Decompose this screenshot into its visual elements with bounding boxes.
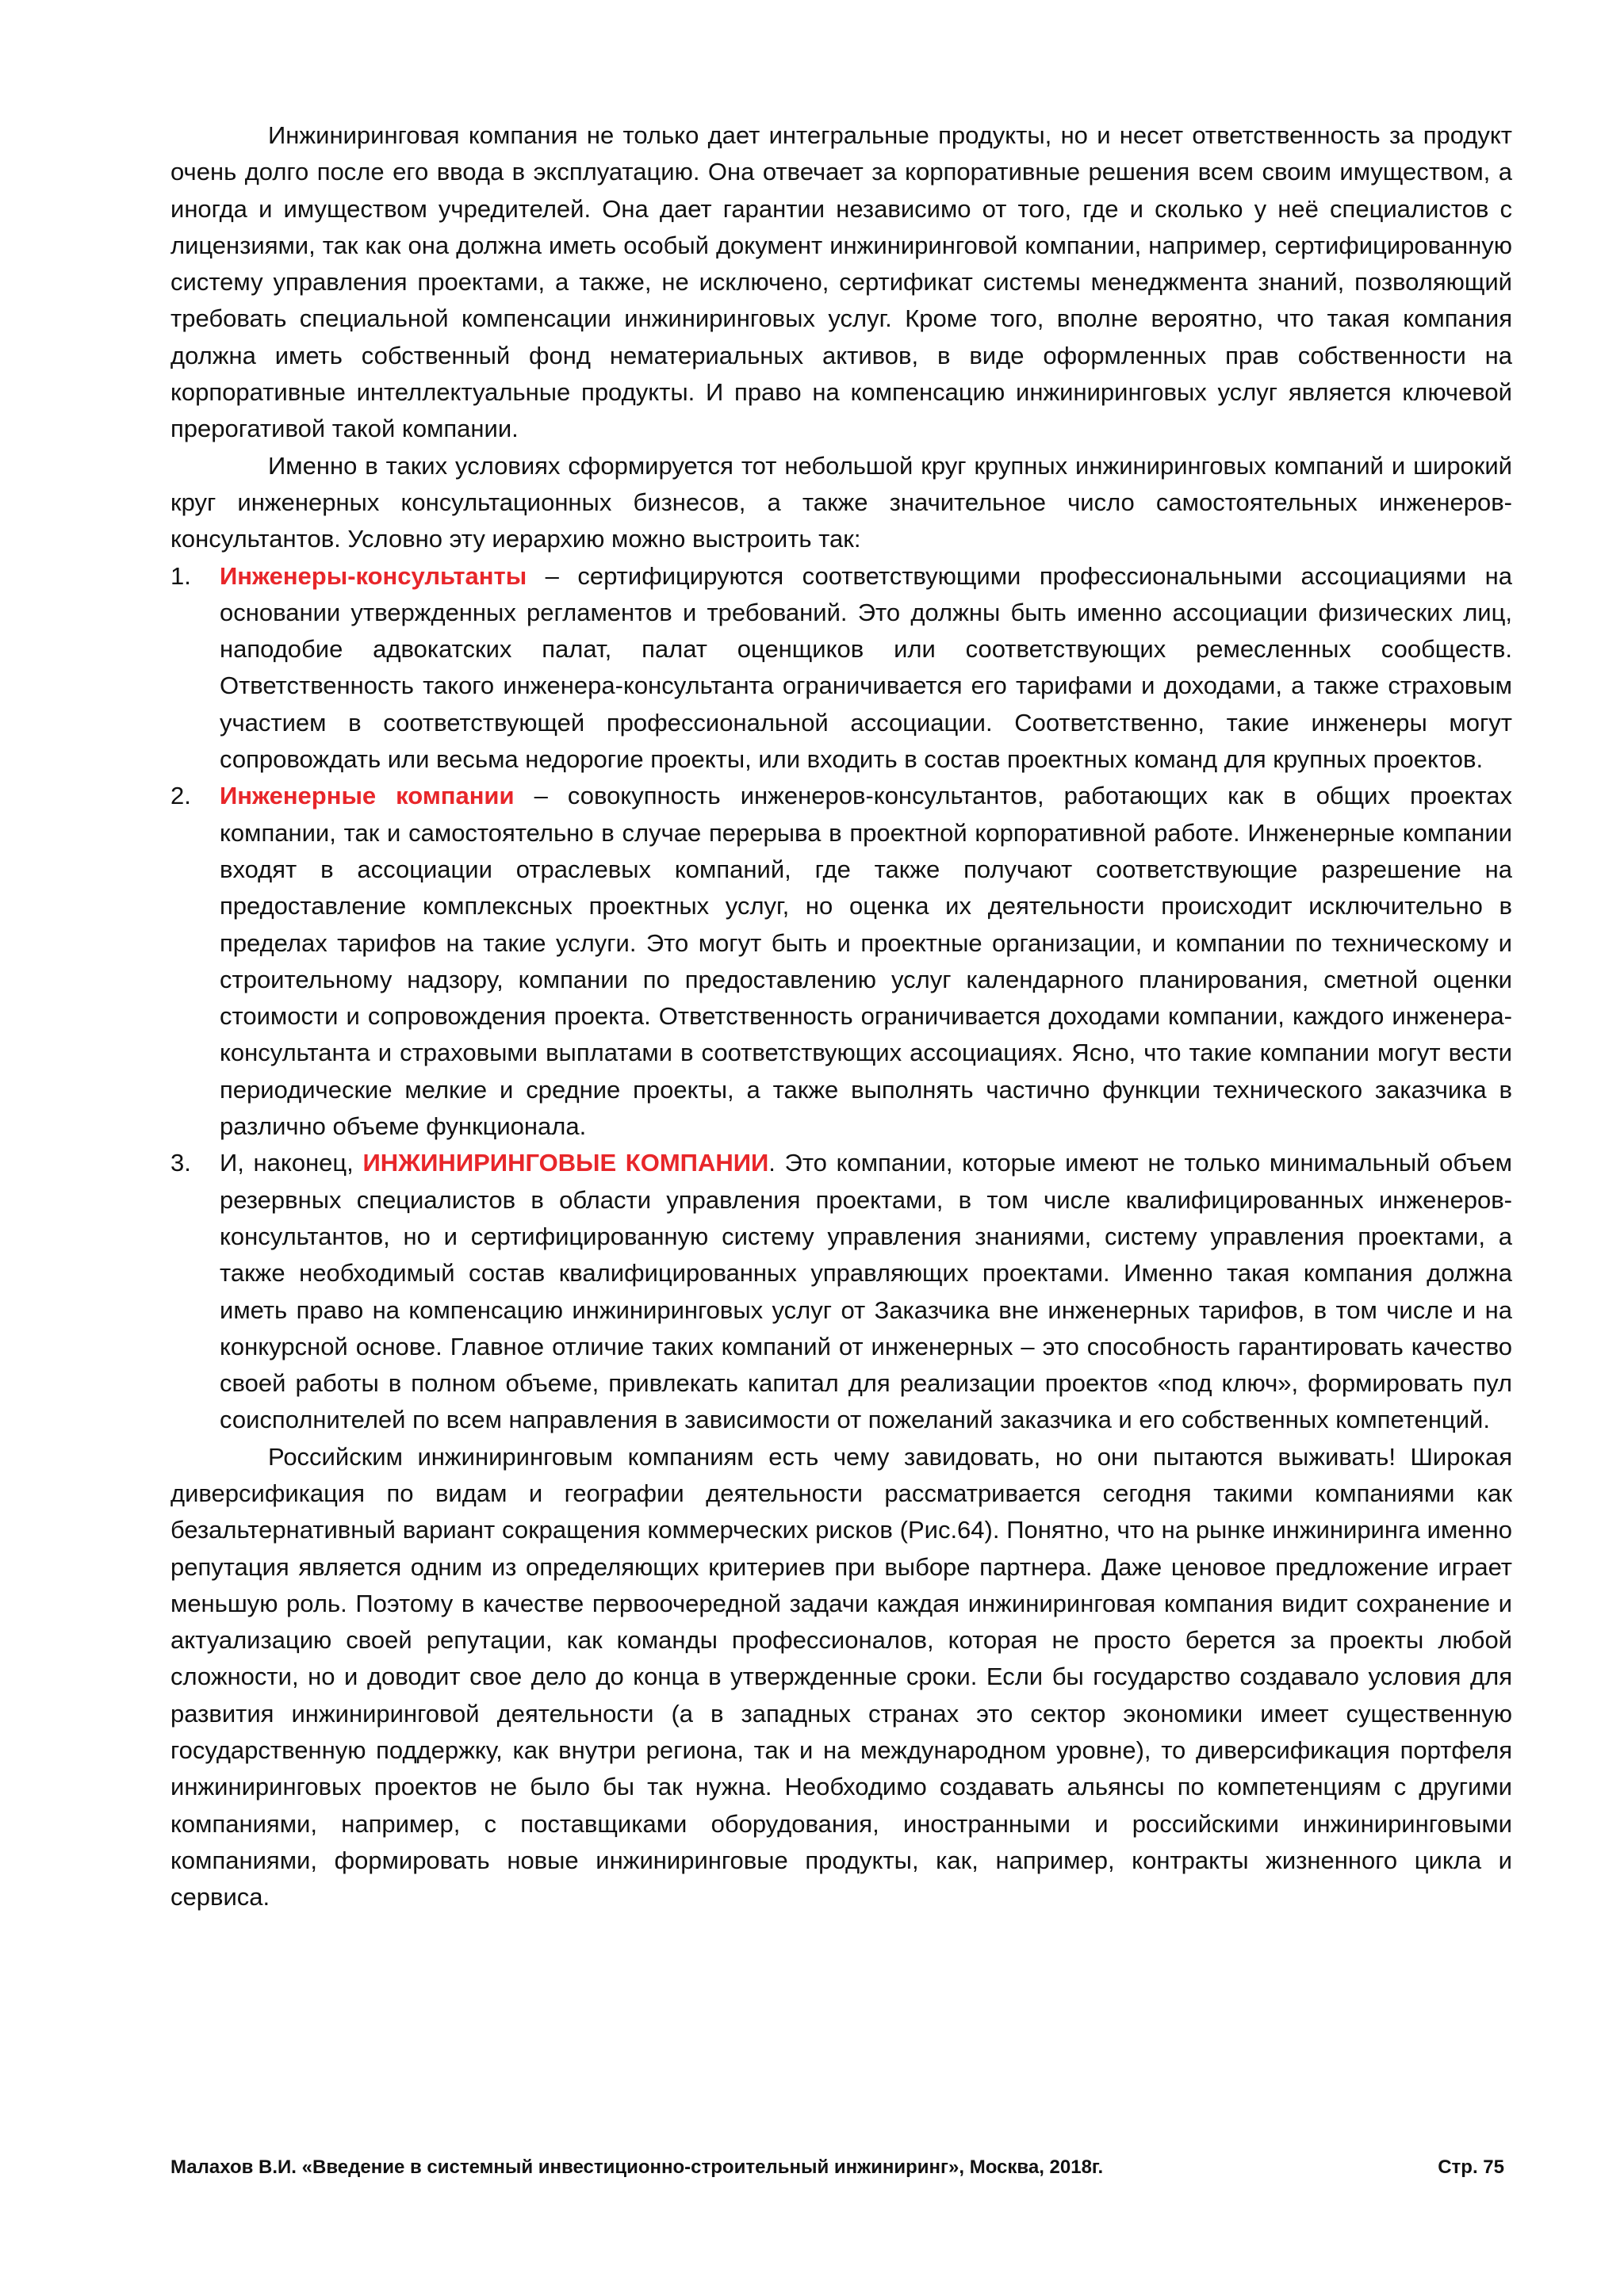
highlighted-term: Инженерные компании <box>220 782 515 810</box>
list-number: 2. <box>170 782 191 810</box>
highlighted-term: ИНЖИНИРИНГОВЫЕ КОМПАНИИ <box>362 1149 769 1177</box>
list-text: – совокупность инженеров-консультантов, работающих как в общих проектах компании, так и самостоятельно в случае перерыва в проектной корпоративной работе. Инженерные компании входят в ассоциации отраслевых компаний, где также получают соответствующие разрешение на предоставление комплексных проектных услуг, но оценка их деятельности происходит исключительно в пределах тарифов на такие услуги. Это могут быть и проектные организации, и компании по техническому и строительному надзору, компании по предоставлению услуг календарного планирования, сметной оценки стоимости и сопровождения проекта. Ответственность ограничивается доходами компании, каждого инженера-консультанта и страховыми выплатами в соответствующих ассоциациях. Ясно, что такие компании могут вести периодические мелкие и средние проекты, а также выполнять частично функции технического заказчика в различно объеме функционала. <box>220 782 1513 1141</box>
list-item <box>170 558 1512 779</box>
list-number: 1. <box>170 561 191 590</box>
list-text: . Это компании, которые имеют не только минимальный объем резервных специалистов в области управления проектами, в том числе квалифицированных инженеров-консультантов, но и сертифицированную систему управления знаниями, систему управления проектами, а также необходимый состав квалифицированных управляющих проектами. Именно такая компания должна иметь право на компенсацию инжиниринговых услуг от Заказчика вне инженерных тарифов, в том числе и на конкурсной основе. Главное отличие таких компаний от инженерных – это способность гарантировать качество своей работы в полном объеме, привлекать капитал для реализации проектов «под ключ», формировать пул соисполнителей по всем направления в зависимости от пожеланий заказчика и его собственных компетенций. <box>220 1149 1512 1434</box>
paragraph: Российским инжиниринговым компаниям есть чему завидовать, но они пытаются выживать! Широкая диверсификация по видам и географии деятельности рассматривается сегодня такими компаниями как безальтернативный вариант сокращения коммерческих рисков (Рис.64). Понятно, что на рынке инжиниринга именно репутация является одним из определяющих критериев при выборе партнера. Даже ценовое предложение играет меньшую роль. Поэтому в качестве первоочередной задачи каждая инжиниринговая компания видит сохранение и актуализацию своей репутации, как команды профессионалов, которая не просто берется за проекты любой сложности, но и доводит свое дело до конца в утвержденные сроки. Если бы государство создавало условия для развития инжиниринговой деятельности (а в западных странах это сектор экономики имеет существенную государственную поддержку, как внутри региона, так и на международном уровне), то диверсификация портфеля инжиниринговых проектов не было бы так нужна. Необходимо создавать альянсы по компетенциям с другими компаниями, например, с поставщиками оборудования, иностранными и российскими инжиниринговыми компаниями, формировать новые инжиниринговые продукты, как, например, контракты жизненного цикла и сервиса. <box>170 1442 1512 1911</box>
page-number: Стр. 75 <box>1438 2156 1504 2178</box>
numbered-list <box>170 558 1512 1439</box>
list-item <box>170 778 1512 1145</box>
list-prefix: И, наконец, <box>220 1149 363 1177</box>
list-item <box>170 1145 1512 1438</box>
paragraph: Инжиниринговая компания не только дает интегральные продукты, но и несет ответственность за продукт очень долго после его ввода в эксплуатацию. Она отвечает за корпоративные решения всем своим имуществом, а иногда и имуществом учредителей. Она дает гарантии независимо от того, где и сколько у неё специалистов с лицензиями, так как она должна иметь особый документ инжиниринговой компании, например, сертифицированную систему управления проектами, а также, не исключено, сертификат системы менеджмента знаний, позволяющий требовать специальной компенсации инжиниринговых услуг. Кроме того, вполне вероятно, что такая компания должна иметь собственный фонд нематериальных активов, в виде оформленных прав собственности на корпоративные интеллектуальные продукты. И право на компенсацию инжиниринговых услуг является ключевой прерогативой такой компании. <box>170 121 1512 443</box>
footer-citation: Малахов В.И. «Введение в системный инвестиционно-строительный инжиниринг», Москва, 2018г. <box>170 2156 1104 2178</box>
highlighted-term: Инженеры-консультанты <box>220 561 527 590</box>
list-number: 3. <box>170 1149 191 1177</box>
page-body <box>170 117 1512 1916</box>
paragraph: Именно в таких условиях сформируется тот небольшой круг крупных инжиниринговых компаний и широкий круг инженерных консультационных бизнесов, а также значительное число самостоятельных инженеров-консультантов. Условно эту иерархию можно выстроить так: <box>170 451 1512 553</box>
list-text: – сертифицируются соответствующими профессиональными ассоциациями на основании утвержденных регламентов и требований. Это должны быть именно ассоциации физических лиц, наподобие адвокатских палат, палат оценщиков или соответствующих ремесленных сообществ. Ответственность такого инженера-консультанта ограничивается его тарифами и доходами, а также страховым участием в соответствующей профессиональной ассоциации. Соответственно, такие инженеры могут сопровождать или весьма недорогие проекты, или входить в состав проектных команд для крупных проектов. <box>220 561 1512 774</box>
